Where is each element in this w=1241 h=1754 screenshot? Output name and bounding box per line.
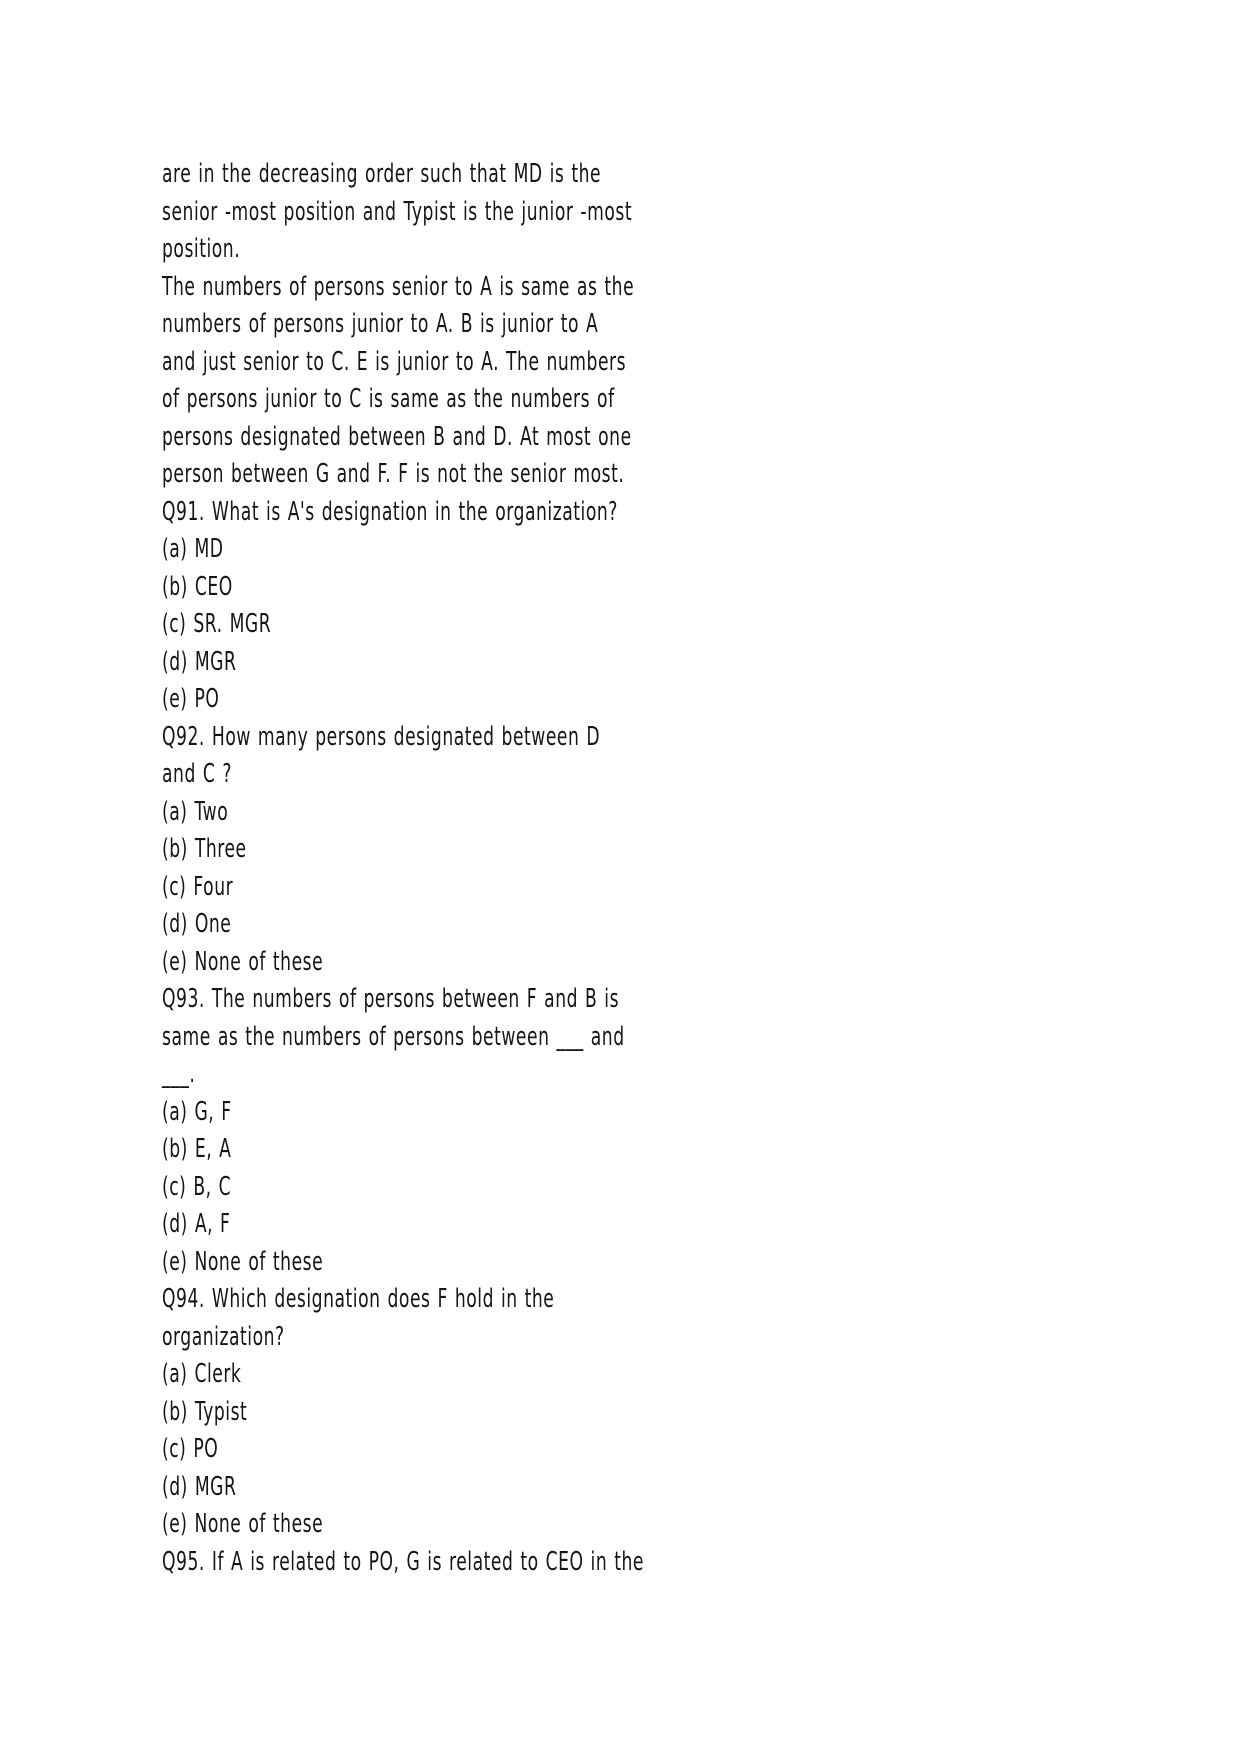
text-line: The numbers of persons senior to A is same as the: [162, 271, 635, 302]
text-line: and C ?: [162, 759, 232, 789]
text-line: (a) G, F: [162, 1096, 232, 1127]
text-line: Q95. If A is related to PO, G is related to CEO in the: [162, 1546, 644, 1577]
text-line: Q92. How many persons designated between D: [162, 721, 601, 752]
text-line: (e) PO: [162, 684, 220, 714]
text-line: Q91. What is A's designation in the organization?: [162, 496, 618, 527]
text-line: (a) Two: [162, 796, 229, 827]
text-line: persons designated between B and D. At most one: [162, 421, 632, 452]
text-line: position.: [162, 234, 241, 264]
text-line: (e) None of these: [162, 1246, 324, 1277]
text-line: (d) One: [162, 909, 232, 939]
text-line: (a) Clerk: [162, 1359, 242, 1389]
text-line: Q93. The numbers of persons between F and B is: [162, 984, 620, 1014]
text-line: (c) PO: [162, 1434, 219, 1464]
text-line: ___.: [162, 1059, 196, 1089]
text-line: Q94. Which designation does F hold in the: [162, 1284, 555, 1314]
text-line: are in the decreasing order such that MD is the: [162, 159, 602, 189]
text-line: (a) MD: [162, 534, 224, 564]
text-line: of persons junior to C is same as the numbers of: [162, 384, 615, 414]
text-line: numbers of persons junior to A. B is junior to A: [162, 309, 599, 339]
text-line: (b) CEO: [162, 571, 233, 602]
text-line: person between G and F. F is not the senior most.: [162, 459, 625, 489]
text-line: (d) MGR: [162, 1471, 237, 1502]
text-line: organization?: [162, 1321, 285, 1352]
text-line: (b) E, A: [162, 1134, 232, 1164]
text-line: and just senior to C. E is junior to A. The numbers: [162, 346, 627, 377]
text-line: (b) Three: [162, 834, 247, 864]
text-line: (d) MGR: [162, 646, 237, 677]
text-line: (d) A, F: [162, 1209, 231, 1239]
text-line: (c) SR. MGR: [162, 609, 272, 639]
text-line: (c) B, C: [162, 1171, 232, 1202]
text-line: senior -most position and Typist is the junior -most: [162, 196, 633, 227]
question-text-block: [162, 156, 1062, 1581]
text-line: (b) Typist: [162, 1396, 248, 1427]
text-line: (c) Four: [162, 871, 234, 902]
text-line: (e) None of these: [162, 1509, 324, 1539]
text-line: same as the numbers of persons between ___ and: [162, 1021, 625, 1052]
text-line: (e) None of these: [162, 946, 324, 977]
